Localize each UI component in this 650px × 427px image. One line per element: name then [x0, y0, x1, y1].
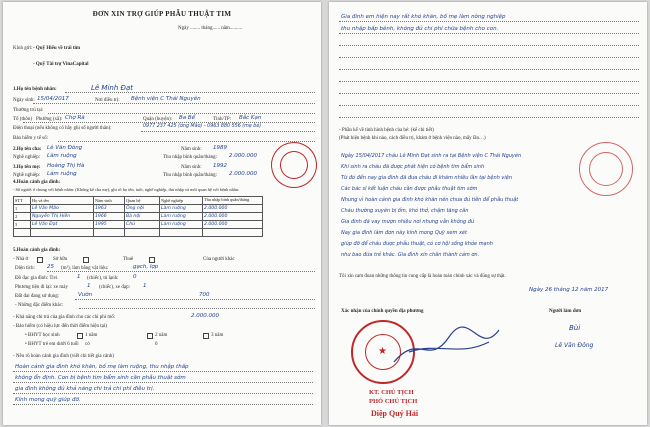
line [13, 382, 313, 383]
bhyt-child-yes: có [85, 342, 90, 347]
line [48, 113, 315, 114]
district-label: Quận (huyện): [143, 117, 173, 122]
table-cell: Bà nội [125, 213, 160, 221]
top-note-2: thu nhập bấp bênh, không đủ chi phí chữa bệnh cho con. [341, 26, 499, 32]
line [339, 21, 639, 22]
land-area: 700 [199, 292, 210, 298]
line [141, 131, 315, 132]
commitment-text: Tôi xin cam đoan những thông tin cung cấp là hoàn toàn chính xác và đúng sự thật. [339, 274, 506, 279]
line [13, 393, 313, 394]
line [33, 103, 315, 104]
bhyt-child-label: • BHYT trẻ em dưới 6 tuổi [25, 342, 79, 347]
mother-label: 3.Họ tên mẹ: [13, 165, 41, 170]
mother-income: 2.000.000 [229, 171, 257, 177]
father-label: 2.Họ tên cha: [13, 147, 42, 152]
line [13, 404, 313, 405]
stamp-title-1: KT. CHỦ TỊCH [369, 389, 414, 396]
floor-value: gạch, lợp [133, 264, 159, 270]
family-heading: 4.Hoàn cảnh gia đình: [13, 180, 61, 185]
house-own-label: Sở hữu [53, 257, 68, 262]
line [47, 271, 315, 272]
story-line: Nay gia đình làm đơn này kính mong Quỹ xem xét [341, 230, 467, 236]
mother-name: Hoàng Thị Hà [47, 163, 85, 169]
father-year-label: Năm sinh: [181, 147, 202, 152]
reason-line-1: Hoàn cảnh gia đình khó khăn, bố mẹ làm ruộng, thu nhập thấp [15, 364, 189, 370]
table-row [14, 221, 263, 229]
table-header: Năm sinh [94, 197, 125, 205]
phone-value: 0977 237 425 (ông Mão) - 0963 880 556 (mẹ bé) [143, 124, 262, 129]
story-line: Khi sinh ra cháu đã được phát hiện có bệnh tim bẩm sinh [341, 164, 485, 170]
tv-value: 1 [77, 274, 81, 280]
year2-checkbox[interactable] [147, 333, 153, 339]
reason-label: - Nêu rõ hoàn cảnh gia đình (viết chi tiết gia cảnh) [13, 354, 114, 359]
table-cell: Chú [125, 221, 160, 229]
stamp-title-2: PHÓ CHỦ TỊCH [369, 398, 418, 405]
story-line: như bao đứa trẻ khác. Gia đình xin chân thành cảm ơn. [341, 252, 480, 258]
line [58, 141, 315, 142]
confirm-label: Xác nhận của chính quyền địa phương [341, 309, 424, 314]
ward-value: Chợ Rã [65, 115, 85, 121]
house-own-checkbox[interactable] [37, 257, 43, 263]
table-cell: 1963 [94, 205, 125, 213]
line [339, 105, 639, 106]
table-cell [14, 229, 31, 237]
table-row [14, 205, 263, 213]
patient-name-label: 1.Họ tên bệnh nhân: [13, 87, 57, 92]
table-cell: Làm ruộng [160, 221, 203, 229]
section6-sub: (Phát hiện bệnh khi nào, cách điều trị, khám ở bệnh viện nào, mấy lần…) [339, 136, 486, 141]
mother-year: 1992 [213, 163, 227, 169]
form-page-right [329, 2, 647, 425]
sign-date: Ngày 26 tháng 12 năm 2017 [529, 287, 609, 293]
house-label: - Nhà ở [13, 257, 29, 262]
vehicle-label: Phương tiện đi lại: xe máy [15, 285, 68, 290]
table-cell: 2.000.000 [203, 205, 263, 213]
reason-line-2: không ổn định. Con bị bệnh tim bẩm sinh cần phẫu thuật sớm [15, 375, 186, 381]
bhyt-student-checkbox[interactable] [77, 333, 83, 339]
form-page-left [3, 2, 321, 425]
dob-value: 15/04/2017 [37, 96, 69, 102]
family-members-label: - Số người ở chung với bệnh nhân: (Không kể cha mẹ), ghi rõ họ tên, tuổi, nghề nghiệp, thu nhập và mối quan hệ với bệnh nhân: [13, 187, 240, 192]
year3-label: 3 năm [211, 333, 224, 338]
table-cell: Nguyễn Thị Hiền [31, 213, 94, 221]
family-table [13, 196, 263, 237]
father-income: 2.000.000 [229, 153, 257, 159]
land-label: Đất đai đang sử dụng: [15, 294, 60, 299]
official-signature [389, 322, 509, 372]
table-cell: 2.000.000 [203, 213, 263, 221]
mother-job-label: Nghề nghiệp: [13, 173, 41, 178]
official-name: Diệp Quý Hải [371, 409, 419, 418]
house-rent-checkbox[interactable] [83, 257, 89, 263]
table-row [14, 229, 263, 237]
floor-label: (m²), làm bằng vật liệu: [61, 266, 109, 271]
table-cell: Lê Văn Đạt [31, 221, 94, 229]
house-relative-checkbox[interactable] [149, 257, 155, 263]
date-line: Ngày ........ tháng...... năm.......... [178, 26, 243, 31]
story-line: Ngày 15/04/2017 cháu Lê Minh Đạt sinh ra tại Bệnh viện C Thái Nguyên [341, 153, 522, 159]
line [339, 81, 639, 82]
fridge-value: 0 [133, 274, 137, 280]
seal-inner-ring [589, 152, 623, 186]
table-cell [160, 229, 203, 237]
other-label: - Những đặc điểm khác: [15, 303, 64, 308]
line [65, 92, 315, 93]
line [339, 57, 639, 58]
father-income-label: Thu nhập bình quân/tháng: [163, 155, 218, 160]
hospital-label: Nơi điều trị: [95, 98, 120, 103]
home-label: Thường trú tại: [13, 108, 44, 113]
form-title: ĐƠN XIN TRỢ GIÚP PHẪU THUẬT TIM [92, 10, 232, 18]
father-name: Lê Văn Đông [47, 145, 83, 151]
reason-line-4: Kính mong quỹ giúp đỡ. [15, 397, 81, 403]
bhyt-student-label: • BHYT học sinh [25, 333, 60, 338]
table-header: Nghề nghiệp [160, 197, 203, 205]
area-value: 25 [47, 264, 54, 270]
top-note-1: Gia đình em hiện nay rất khó khăn, bố mẹ làm nông nghiệp [341, 14, 506, 20]
bhyt-child-no: 0 [155, 342, 158, 347]
province-value: Bắc Kạn [239, 115, 262, 121]
area-label: Diện tích: [15, 266, 35, 271]
mother-income-label: Thu nhập bình quân/tháng: [163, 173, 218, 178]
fridge-label: (chiếc), tủ lạnh: [87, 276, 119, 281]
table-header: STT [14, 197, 31, 205]
applicant-label: Người làm đơn [549, 309, 582, 314]
insurance-label: Bảo hiểm y tế số: [13, 136, 48, 141]
applicant-name: Lê Văn Đông [555, 342, 594, 349]
father-job-label: Nghề nghiệp: [13, 155, 41, 160]
district-value: Ba Bể [179, 115, 196, 121]
table-header: Thu nhập bình quân/tháng [203, 197, 263, 205]
recipient-fund1: - Quỹ Hiểu về trái tim [33, 46, 81, 51]
table-cell: 2 [14, 213, 31, 221]
line [79, 308, 315, 309]
phone-label: Điện thoại (nếu không có hãy ghi số người thân): [13, 126, 112, 131]
year1-label: 1 năm [85, 333, 98, 338]
bike-value: 1 [143, 283, 147, 289]
table-cell: 2.000.000 [203, 221, 263, 229]
section6-label: - Phần kể về tình hình bệnh của bé: (kể chi tiết) [339, 128, 434, 133]
cost-value: 2.000.000 [191, 313, 219, 319]
cost-label: - Khả năng chi trả của gia đình cho các chi phí mổ: [13, 315, 116, 320]
table-cell: Làm ruộng [160, 205, 203, 213]
table-cell [203, 229, 263, 237]
line [339, 69, 639, 70]
table-row [14, 213, 263, 221]
vehicle-value: 1 [87, 283, 91, 289]
table-cell: 3 [14, 221, 31, 229]
recipient-label: Kính gửi: [13, 46, 33, 51]
patient-name: Lê Minh Đạt [91, 84, 133, 92]
star-icon: ★ [378, 346, 387, 357]
year3-checkbox[interactable] [203, 333, 209, 339]
table-header: Quan hệ [125, 197, 160, 205]
reason-line-3: gia đình không đủ khả năng chi trả chi phí điều trị. [15, 386, 155, 392]
story-line: Nhưng vì hoàn cảnh gia đình khó khăn nên chưa đủ tiền để phẫu thuật [341, 197, 519, 203]
housing-heading: 5.Hoàn cảnh gia đình: [13, 248, 61, 253]
table-cell [94, 229, 125, 237]
mother-job: Làm ruộng [47, 171, 77, 177]
hospital-value: Bệnh viện C Thái Nguyên [131, 96, 201, 102]
table-cell [125, 229, 160, 237]
year2-label: 2 năm [155, 333, 168, 338]
house-rent-label: Thuê [123, 257, 134, 262]
line [339, 93, 639, 94]
town-label: Tổ (thôn) [13, 117, 33, 122]
story-line: Gia đình đã vay mượn nhiều nơi nhưng vẫn không đủ [341, 219, 475, 225]
mother-year-label: Năm sinh: [181, 165, 202, 170]
story-line: giúp đỡ để cháu được phẫu thuật, có cơ hội sống khỏe mạnh [341, 241, 493, 247]
line [13, 371, 313, 372]
side-seal-stamp [579, 142, 633, 196]
line [339, 117, 639, 118]
seal-inner-ring [275, 146, 313, 184]
official-seal-stamp [263, 134, 321, 197]
story-line: Cháu thường xuyên bị ốm, khó thở, chậm tăng cân [341, 208, 469, 214]
table-cell: 1966 [94, 213, 125, 221]
story-line: Từ đó đến nay gia đình đã đưa cháu đi khám nhiều lần tại bệnh viện [341, 175, 512, 181]
table-header: Họ và tên [31, 197, 94, 205]
father-job: Làm ruộng [47, 153, 77, 159]
recipient-fund2: - Quỹ Tài trợ VinaCapital [33, 62, 89, 67]
table-cell [31, 229, 94, 237]
line [339, 45, 639, 46]
line [23, 122, 315, 123]
applicant-signature: Bùi [569, 324, 581, 332]
insurance-status-label: - Bảo hiểm (có hiệu lực đến thời điểm hiện tại) [13, 324, 107, 329]
bike-label: (chiếc), xe đạp: [99, 285, 130, 290]
table-cell: Lê Văn Mão [31, 205, 94, 213]
table-cell: 1 [14, 205, 31, 213]
land-type: Vườn [78, 292, 93, 298]
table-cell: Ông nội [125, 205, 160, 213]
table-cell: Làm ruộng [160, 213, 203, 221]
line [75, 299, 315, 300]
dob-label: Ngày sinh: [13, 98, 35, 103]
line [339, 33, 639, 34]
province-label: Tỉnh/TP: [213, 117, 232, 122]
table-header-row [14, 197, 263, 205]
table-cell: 1995 [94, 221, 125, 229]
story-line: Các bác sĩ kết luận cháu cần được phẫu thuật tim sớm [341, 186, 478, 192]
tv-label: Đồ đạc gia đình: Tivi [15, 276, 58, 281]
father-year: 1989 [213, 145, 227, 151]
ward-label: Phường (xã): [36, 117, 63, 122]
house-relative-label: Của người khác [203, 257, 235, 262]
